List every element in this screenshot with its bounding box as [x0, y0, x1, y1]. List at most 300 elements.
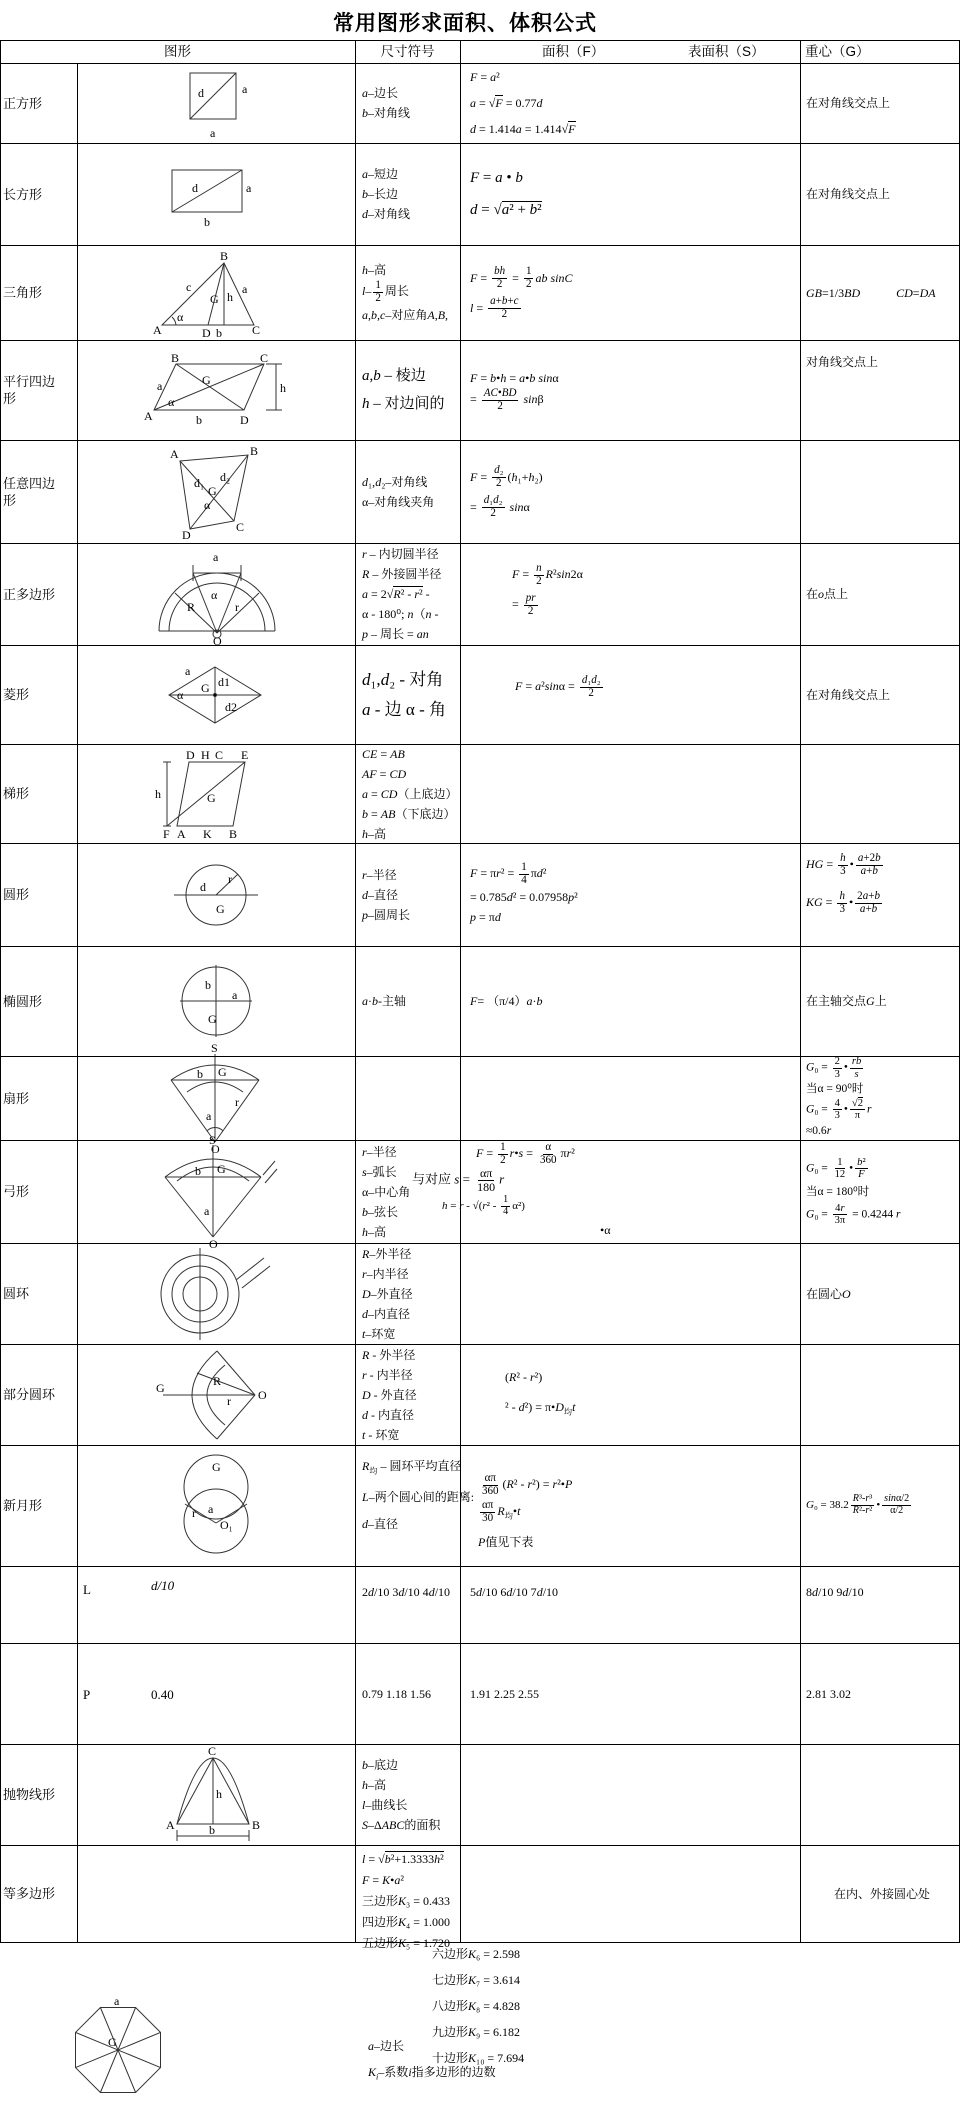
gravity-cell [806, 543, 958, 645]
table-row-prow [0, 1643, 960, 1744]
text-line: d - 内直径 [362, 1407, 414, 1422]
figure-cell [79, 1566, 351, 1643]
text-line: ≈0.6r [806, 1124, 832, 1137]
table-row-eqpoly [0, 1845, 960, 1950]
text-line: F = b•h = a•b sinα [470, 370, 559, 385]
parabola-figure [153, 1744, 278, 1846]
figure-label: d [198, 86, 204, 100]
text-line: d = √a² + b² [470, 202, 542, 218]
figure-label: B [220, 248, 229, 263]
size-symbols-cell [362, 744, 458, 843]
text-line: $R_均$ – 圆环平均直径 [362, 1459, 462, 1476]
area-formula-cell [470, 946, 796, 1056]
text-line: F = $\frac{n}{2}$ R²sin2α [512, 561, 583, 587]
text-line: r–内半径 [362, 1266, 409, 1281]
table-row-quad [0, 440, 960, 543]
text-line: 在主轴交点G上 [806, 994, 887, 1008]
text-line: $^2 - d^2) = \pi•D_均t$ [505, 1399, 576, 1417]
text-line: p – 周长 = an [362, 627, 429, 641]
row-label [3, 843, 61, 946]
figure-cell [79, 1845, 351, 1942]
figure-label: C [235, 519, 244, 534]
figure-label: A [153, 322, 162, 337]
text-line: 2.81 3.02 [806, 1686, 851, 1701]
figure-label: G [215, 901, 225, 916]
gravity-cell [806, 1056, 958, 1140]
parallelogram-figure [140, 351, 290, 427]
table-row-ellipse [0, 946, 960, 1056]
text-line: 三边形K₃ = 0.433 [362, 1894, 450, 1908]
size-symbols-cell [362, 440, 458, 543]
text-line: s–弧长 [362, 1164, 397, 1179]
table-row-crescent [0, 1445, 960, 1566]
row-label-text: 圆环 [3, 1286, 30, 1301]
table-border-horizontal [0, 245, 960, 246]
figure-label: G [206, 790, 216, 805]
table-border-horizontal [0, 340, 960, 341]
size-symbols-cell [362, 1744, 458, 1845]
figure-text-label: P [83, 1687, 91, 1702]
figure-cell [79, 143, 351, 245]
table-border-vertical [77, 63, 78, 1942]
text-line: t - 环宽 [362, 1427, 400, 1442]
gravity-cell [806, 843, 958, 948]
row-label [3, 744, 61, 843]
gravity-cell [806, 63, 958, 143]
area-formula-cell [512, 543, 732, 661]
figure-label: d1 [218, 674, 230, 689]
figure-label: a [157, 379, 163, 393]
text-line: 在对角线交点上 [806, 687, 891, 702]
text-line: 5d/10 6d/10 7d/10 [470, 1585, 559, 1599]
text-line: d₁,d₂ - 对角 [362, 669, 444, 689]
row-label [3, 1140, 61, 1243]
gravity-cell [806, 340, 958, 452]
figure-label: a [242, 281, 248, 296]
text-line: b–底边 [362, 1757, 399, 1772]
size-symbols-cell [362, 1344, 458, 1445]
text-line: 四边形K₄ = 1.000 [362, 1915, 450, 1929]
figure-cell [79, 946, 351, 1056]
area-formula-cell [470, 143, 796, 245]
text-line: = 0.785d² = 0.07958p² [470, 889, 578, 904]
figure-label: B [228, 826, 237, 841]
text-line: 0.79 1.18 1.56 [362, 1686, 431, 1701]
text-line: r – 内切圆半径 [362, 547, 439, 561]
text-line: l = √b²+1.3333h² [362, 1852, 444, 1866]
table-border-horizontal [0, 744, 960, 745]
text-line: F = $\frac{1}{2}$ r•s = $\frac{\alpha}{360}$ πr² [476, 1141, 575, 1166]
text-line: r–半径 [362, 1144, 397, 1159]
figure-label: A [176, 826, 186, 841]
table-border-horizontal [0, 1243, 960, 1244]
text-line: b–弦长 [362, 1204, 399, 1219]
text-line: 六边形K₆ = 2.598 [432, 1947, 520, 1961]
text-line: G₀ = $\frac{4r}{3\pi}$ = 0.4244 r [806, 1202, 901, 1226]
figure-label: d2 [225, 699, 237, 714]
text-line: 在对角线交点上 [806, 96, 891, 110]
row-label [3, 1566, 61, 1643]
figure-label: r [234, 1095, 239, 1109]
text-line: a–边长 [368, 2039, 405, 2053]
figure-cell [79, 744, 351, 843]
figure-label: α [168, 395, 175, 409]
figure-label: G [210, 291, 219, 306]
text-line: 七边形K₇ = 3.614 [432, 1973, 520, 1987]
figure-label: d₂ [219, 469, 230, 484]
figure-label: a [205, 1109, 211, 1123]
table-border-horizontal [0, 440, 960, 441]
figure-cell [79, 1445, 351, 1566]
figure-label: b [208, 1822, 215, 1837]
figure-text-value: d/10 [151, 1578, 175, 1593]
area-formula-cell [470, 63, 796, 143]
text-line: G₀ = 38.2 $\frac{\text{R³-r³}}{\text{R²-r²}}$ • $\frac{\sin\alpha/2}{\alpha/2}$ [806, 1493, 910, 1516]
size-symbols-cell [362, 1243, 458, 1344]
row-label [3, 645, 61, 744]
text-line: GB=1/3BD CD=DA [806, 285, 936, 300]
area-formula-cell [470, 1744, 796, 1845]
text-line: 与对应 s = $\frac{\alpha\pi}{180}$ r [412, 1165, 505, 1194]
figure-label: O [210, 1142, 220, 1156]
text-line: a = 2√R² - r² - [362, 587, 430, 601]
table-border-vertical [355, 40, 356, 1942]
figure-label: G [207, 483, 217, 498]
figure-label: G [217, 1065, 227, 1079]
figure-label: A [144, 409, 153, 423]
figure-cell [79, 340, 351, 440]
figure-cell [79, 843, 351, 946]
figure-label: a [204, 1203, 210, 1218]
figure-label: S [209, 1132, 216, 1147]
text-line: KG = $\frac{h}{3}$ • $\frac{2a+b}{a+b}$ [806, 889, 880, 915]
row-label [3, 1643, 61, 1744]
text-line: L–两个圆心间的距离: [362, 1490, 475, 1505]
text-line: CE = AB [362, 746, 405, 761]
text-line: F= （π/4）a·b [470, 994, 543, 1008]
area-formula-cell [470, 1243, 796, 1344]
circle-figure [158, 857, 273, 933]
figure-label: A [165, 1817, 175, 1832]
crescent-figure [158, 1447, 273, 1565]
figure-cell [79, 1744, 351, 1845]
text-line: d–内直径 [362, 1306, 411, 1321]
row-label [3, 1243, 61, 1344]
row-label-text: 扇形 [3, 1090, 30, 1106]
text-line: R - 外半径 [362, 1347, 416, 1362]
figure-cell [79, 1243, 351, 1344]
area-formula-cell [470, 1643, 796, 1744]
row-label [3, 1056, 61, 1140]
header-area: 面积（F） [542, 44, 605, 59]
table-row-rhombus [0, 645, 960, 744]
figure-cell [79, 63, 351, 143]
text-line: 十边形K₁₀ = 7.694 [432, 2051, 525, 2065]
text-line: = $\frac{\text{d₁d₂}}{2}$ sinα [470, 494, 530, 520]
table-row-parabola [0, 1744, 960, 1845]
figure-label: D [202, 325, 211, 340]
table-row-partial [0, 1344, 960, 1445]
gravity-cell [806, 1243, 958, 1344]
text-line: a·b-主轴 [362, 994, 406, 1008]
figure-label: B [251, 1817, 260, 1832]
text-line: a,b – 棱边 [362, 368, 426, 384]
row-label-text: 部分圆环 [3, 1387, 56, 1402]
row-label-text: 菱形 [3, 687, 30, 702]
text-line: α–对角线夹角 [362, 494, 435, 509]
text-line: a–短边 [362, 167, 399, 181]
figure-cell [79, 645, 351, 744]
row-label-text: 正多边形 [3, 586, 56, 602]
header-gravity: 重心（G） [805, 44, 870, 59]
area-formula-cell [470, 1056, 796, 1140]
figure-label: C [252, 322, 261, 337]
text-line: $\frac{\alpha\pi}{30}$ $R_均•t$ [482, 1498, 521, 1524]
figure-label: b [196, 413, 202, 427]
circular-segment-figure [151, 1132, 279, 1251]
row-label-text: 长方形 [3, 186, 43, 202]
text-line: (R² - r²) [505, 1369, 543, 1384]
page-title: 常用图形求面积、体积公式 [333, 12, 597, 35]
figure-label: D [185, 747, 195, 762]
text-line: a - 边 α - 角 [362, 699, 446, 719]
text-line: l–曲线长 [362, 1797, 408, 1812]
text-line: 九边形K₉ = 6.182 [432, 2025, 520, 2039]
text-line: F = a² [470, 70, 500, 84]
table-row-pgram [0, 340, 960, 440]
figure-label: α [211, 588, 218, 602]
figure-label: b [195, 1163, 201, 1178]
text-line: F = πr² = $\frac{1}{4}$ πd² [470, 861, 547, 886]
text-line: F = a • b [470, 170, 523, 186]
text-line: b–对角线 [362, 106, 411, 120]
figure-label: O [258, 1387, 267, 1402]
text-line: l = $\frac{a+b+c}{2}$ [470, 295, 519, 321]
row-label [3, 1845, 61, 1942]
row-label-text: 正方形 [3, 95, 43, 111]
text-line: F = $\frac{bh}{2}$ = $\frac{1}{2}$ ab sinC [470, 265, 573, 291]
text-line: G₀ = $\frac{1}{12}$ • $\frac{\text{b²}}{F}$ [806, 1156, 866, 1181]
figure-label: a [210, 126, 216, 140]
figure-label: B [249, 443, 258, 458]
table-border-horizontal [0, 543, 960, 544]
table-row-polygon [0, 543, 960, 648]
table-border-horizontal [0, 1744, 960, 1745]
figure-label: G [108, 2035, 117, 2049]
text-line: G₀ = $\frac{2}{3}$ • $\frac{rb}{s}$ [806, 1056, 862, 1080]
figure-label: b [204, 215, 210, 229]
area-formula-cell [470, 744, 796, 843]
annulus-figure [140, 1242, 290, 1346]
text-line: D–外直径 [362, 1286, 413, 1301]
trapezoid-figure [153, 748, 278, 840]
figure-label: E [240, 747, 248, 762]
text-line: α–中心角 [362, 1184, 411, 1199]
figure-label: C [260, 351, 269, 365]
row-label [3, 63, 61, 143]
text-line: AF = CD [362, 766, 407, 781]
text-line: 当α = 180⁰时 [806, 1185, 870, 1198]
figure-label: h [227, 289, 233, 304]
figure-label: C [207, 1743, 216, 1758]
table-border-horizontal [0, 40, 960, 41]
octagon-figure-wrap [66, 1996, 171, 2106]
table-border-vertical [0, 40, 1, 1942]
table-border-horizontal [0, 1445, 960, 1446]
header-shape: 图形 [164, 44, 191, 59]
figure-label: O [209, 1236, 218, 1251]
text-line: S–ΔABC的面积 [362, 1817, 441, 1832]
text-line: $\frac{\alpha\pi}{360}$ (R² - r²) = r²•P [482, 1471, 573, 1497]
row-label-text: 抛物线形 [3, 1787, 56, 1802]
row-label [3, 440, 61, 543]
gravity-cell [806, 1744, 958, 1845]
quadrilateral-figure [158, 443, 273, 542]
row-label [3, 543, 61, 645]
gravity-cell [806, 946, 958, 1056]
rectangle-figure [150, 160, 280, 228]
text-line: r - 内半径 [362, 1367, 413, 1382]
gravity-cell [806, 1445, 958, 1566]
rhombus-figure [155, 659, 275, 731]
table-row-square [0, 63, 960, 143]
gravity-cell [806, 245, 958, 340]
text-line: d = 1.414a = 1.414√F [470, 122, 576, 136]
header-area-surface [460, 40, 800, 63]
area-formula-cell [412, 1140, 750, 1243]
text-line: P值见下表 [478, 1535, 534, 1550]
table-row-triangle [0, 245, 960, 340]
table-border-horizontal [0, 1056, 960, 1057]
row-label [3, 1344, 61, 1445]
table-border-horizontal [0, 843, 960, 844]
figure-label: K [202, 826, 212, 841]
text-line: D - 外直径 [362, 1387, 417, 1402]
text-line: •α [600, 1222, 611, 1237]
row-label [3, 1744, 61, 1845]
figure-label: a [185, 663, 191, 678]
figure-label: S [210, 1041, 218, 1055]
row-label [3, 143, 61, 245]
octagon-figure [66, 1996, 171, 2101]
row-label [3, 245, 61, 340]
text-line: 五边形K₅ = 1.720 [362, 1936, 450, 1950]
figure-label: r [227, 871, 232, 886]
header-size-symbols: 尺寸符号 [380, 44, 435, 59]
gravity-cell [806, 440, 958, 543]
row-label-text: 椭圆形 [3, 993, 43, 1009]
figure-label: D [181, 527, 191, 542]
row-label-text: 三角形 [3, 285, 43, 300]
text-line: G₀ = $\frac{4}{3}$ • $\frac{√2}{\pi}$ r [806, 1098, 872, 1122]
figure-cell [79, 440, 351, 543]
figure-label: R [213, 1373, 222, 1388]
text-line: a = CD（上底边） [362, 786, 458, 801]
text-line: a–边长 [362, 86, 399, 100]
figure-cell [79, 1132, 351, 1251]
figure-label: F [162, 826, 170, 841]
table-border-vertical [460, 40, 461, 1942]
text-line: t–环宽 [362, 1326, 396, 1341]
size-symbols-cell [362, 143, 458, 245]
table-border-horizontal [0, 63, 960, 64]
table-row-rect [0, 143, 960, 245]
text-line: F = $\frac{\text{d₂}}{2}$ (h₁+h₂) [470, 464, 543, 490]
figure-label: α [203, 497, 210, 512]
figure-label: G [217, 1161, 226, 1176]
size-symbols-cell [362, 63, 458, 143]
text-line: 1.91 2.25 2.55 [470, 1686, 539, 1701]
figure-label: D [240, 413, 249, 427]
figure-label: O₁ [219, 1517, 233, 1532]
text-line: p = πd [470, 909, 501, 924]
table-row-circle [0, 843, 960, 946]
table-border-horizontal [0, 1566, 960, 1567]
text-line: h–高 [362, 826, 387, 841]
row-label-text: 任意四边形 [3, 475, 56, 508]
table-row-trap [0, 744, 960, 843]
figure-label: C [214, 747, 223, 762]
text-line: h = r - √(r² - $\frac{1}{4}$ α²) [442, 1193, 525, 1217]
text-line: a,b,c–对应角A,B, [362, 307, 449, 322]
figure-label: a [242, 82, 248, 96]
figure-label: B [171, 351, 180, 365]
text-line: h–高 [362, 263, 387, 278]
figure-label: a [213, 550, 219, 564]
figure-label: h [154, 786, 161, 801]
row-label-text: 平行四边形 [3, 374, 56, 406]
row-label-text: 弓形 [3, 1184, 30, 1199]
figure-label: r [227, 1393, 231, 1408]
figure-label: b [216, 325, 222, 340]
text-line: b–长边 [362, 187, 399, 201]
text-line: 当α = 90⁰时 [806, 1083, 864, 1095]
figure-label: R [187, 600, 196, 614]
figure-cell [79, 1344, 351, 1445]
size-symbols-cell [362, 1056, 458, 1140]
figure-label: d₁ [193, 475, 204, 490]
text-line: d₁,d₂–对角线 [362, 474, 428, 489]
text-line: $K_i-$系数i指多边形的边数 [368, 2065, 496, 2082]
text-line: d–对角线 [362, 207, 411, 221]
square-figure [160, 63, 270, 143]
ellipse-figure [158, 959, 273, 1043]
figure-label: a [114, 1994, 120, 2008]
size-symbols-cell [362, 340, 458, 440]
regular-polygon-figure [145, 543, 285, 648]
figure-cell [79, 543, 351, 648]
figure-label: a [246, 181, 252, 195]
partial-annulus-figure [155, 1343, 275, 1447]
figure-label: G [207, 1012, 217, 1026]
text-line: 在内、外接圆心处 [833, 1886, 930, 1901]
area-formula-cell [470, 440, 796, 543]
area-formula-cell [505, 1344, 755, 1445]
figure-label: G [156, 1380, 165, 1395]
text-line: p–圆周长 [362, 907, 411, 922]
figure-label: h [280, 381, 286, 395]
table-border-horizontal [0, 946, 960, 947]
gravity-cell [806, 1643, 958, 1744]
text-line: d–直径 [362, 1517, 399, 1532]
figure-label: d [192, 181, 198, 195]
size-symbols-cell [362, 645, 542, 744]
gravity-cell [806, 744, 958, 843]
table-border-horizontal [0, 143, 960, 144]
text-line: d–直径 [362, 887, 399, 902]
row-label [3, 340, 61, 440]
text-line: α - 180⁰; n（n - [362, 607, 439, 621]
